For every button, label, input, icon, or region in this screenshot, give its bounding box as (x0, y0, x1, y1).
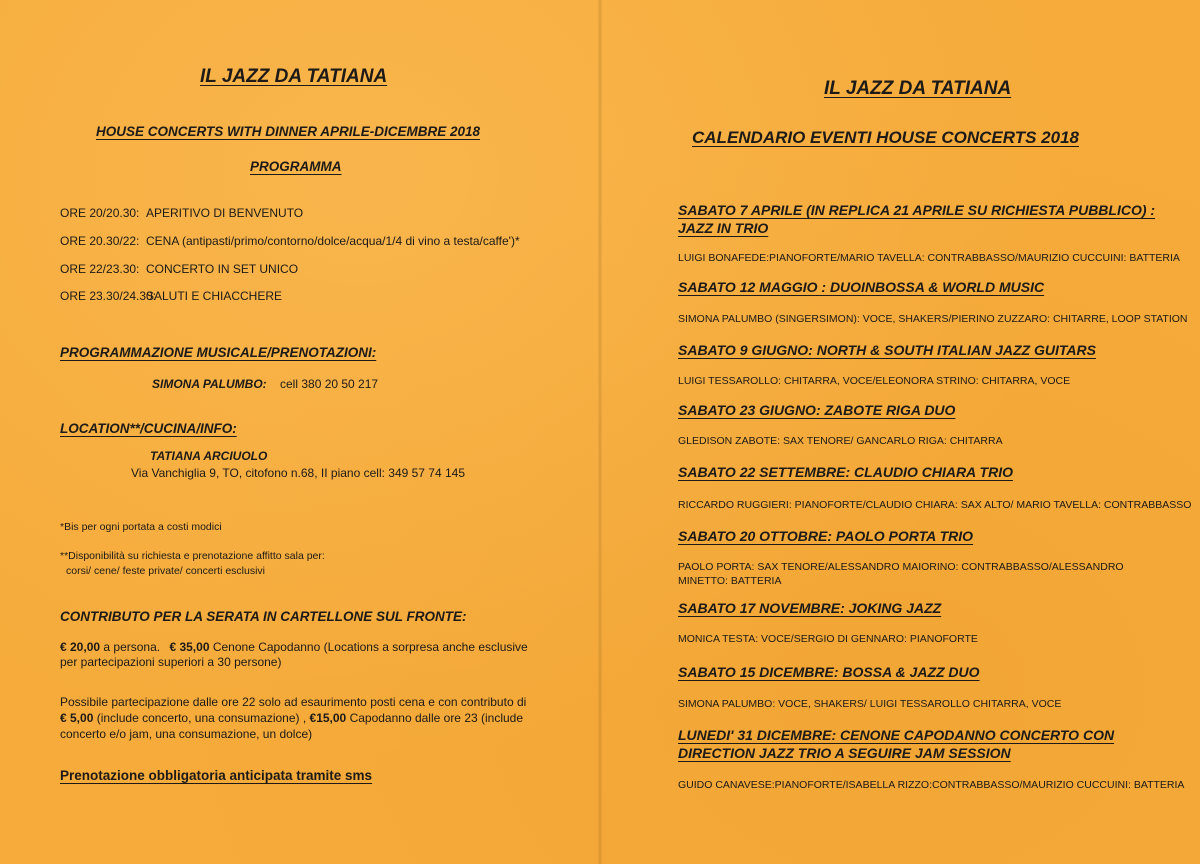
event-heading: SABATO 20 OTTOBRE: PAOLO PORTA TRIO (678, 528, 974, 544)
location-address: Via Vanchiglia 9, TO, citofono n.68, II piano cell: 349 57 74 145 (131, 466, 466, 480)
schedule-activity: APERITIVO DI BENVENUTO (146, 206, 304, 220)
location-heading: LOCATION**/CUCINA/INFO: (60, 421, 237, 436)
price-line-2: per partecipazioni superiori a 30 persone) (60, 655, 282, 669)
late-text: Capodanno dalle ore 23 (include (349, 711, 524, 725)
event-musicians: GLEDISON ZABOTE: SAX TENORE/ GANCARLO RIGA: CHITARRA (678, 435, 1003, 447)
schedule-time: ORE 23.30/24.30: (60, 289, 157, 303)
late-text: (include concerto, una consumazione) , (96, 711, 307, 725)
event-musicians: SIMONA PALUMBO: VOCE, SHAKERS/ LUIGI TESSAROLLO CHITARRA, VOCE (678, 698, 1062, 710)
schedule-row (60, 206, 304, 220)
event-musicians: PAOLO PORTA: SAX TENORE/ALESSANDRO MAIORINO: CONTRABBASSO/ALESSANDRO MINETTO: BATTERIA (678, 561, 1124, 587)
event-musicians: RICCARDO RUGGIERI: PIANOFORTE/CLAUDIO CHIARA: SAX ALTO/ MARIO TAVELLA: CONTRABBASSO (678, 499, 1192, 511)
left-title: IL JAZZ DA TATIANA (200, 66, 388, 87)
event-musicians: SIMONA PALUMBO (SINGERSIMON): VOCE, SHAKERS/PIERINO ZUZZARO: CHITARRE, LOOP STATION (678, 313, 1188, 325)
late-participation-line (60, 711, 523, 725)
event-heading: SABATO 17 NOVEMBRE: JOKING JAZZ (678, 600, 942, 616)
prenotazione-note: Prenotazione obbligatoria anticipata tramite sms (60, 768, 373, 783)
event-heading: SABATO 15 DICEMBRE: BOSSA & JAZZ DUO (678, 664, 980, 680)
price-amount: € 35,00 (169, 640, 210, 654)
event-heading: LUNEDI' 31 DICEMBRE: CENONE CAPODANNO CONCERTO CON DIRECTION JAZZ TRIO A SEGUIRE JAM SESSION (678, 727, 1115, 761)
late-price: € 5,00 (60, 711, 94, 725)
event-heading: SABATO 22 SETTEMBRE: CLAUDIO CHIARA TRIO (678, 464, 1013, 480)
schedule-time: ORE 20/20.30: (60, 206, 140, 220)
note-bis: *Bis per ogni portata a costi modici (60, 521, 222, 533)
event-musicians: LUIGI BONAFEDE:PIANOFORTE/MARIO TAVELLA: CONTRABBASSO/MAURIZIO CUCCUINI: BATTERIA (678, 252, 1180, 264)
event-musicians: GUIDO CANAVESE:PIANOFORTE/ISABELLA RIZZO:CONTRABBASSO/MAURIZIO CUCCUINI: BATTERIA (678, 779, 1185, 791)
event-heading: SABATO 23 GIUGNO: ZABOTE RIGA DUO (678, 402, 956, 418)
event-musicians: MONICA TESTA: VOCE/SERGIO DI GENNARO: PIANOFORTE (678, 633, 978, 645)
left-subtitle: HOUSE CONCERTS WITH DINNER APRILE-DICEMBRE 2018 (96, 124, 481, 139)
event-heading: SABATO 9 GIUGNO: NORTH & SOUTH ITALIAN JAZZ GUITARS (678, 342, 1096, 358)
event-heading: SABATO 12 MAGGIO : DUOINBOSSA & WORLD MUSIC (678, 279, 1045, 295)
note-disponibilita: **Disponibilità su richiesta e prenotazione affitto sala per: (60, 550, 325, 562)
schedule-activity: CONCERTO IN SET UNICO (146, 262, 299, 276)
right-subtitle: CALENDARIO EVENTI HOUSE CONCERTS 2018 (692, 128, 1079, 147)
schedule-activity: CENA (antipasti/primo/contorno/dolce/acqua/1/4 di vino a testa/caffe')* (146, 234, 520, 248)
price-amount: € 20,00 (60, 640, 101, 654)
schedule-row (60, 262, 299, 276)
event-heading: SABATO 7 APRILE (IN REPLICA 21 APRILE SU RICHIESTA PUBBLICO) : JAZZ IN TRIO (678, 202, 1156, 236)
note-disponibilita-detail: corsi/ cene/ feste private/ concerti esclusivi (66, 565, 265, 577)
contributo-heading: CONTRIBUTO PER LA SERATA IN CARTELLONE SUL FRONTE: (60, 609, 467, 624)
programmazione-heading: PROGRAMMAZIONE MUSICALE/PRENOTAZIONI: (60, 345, 377, 360)
right-title: IL JAZZ DA TATIANA (824, 78, 1012, 99)
contact-phone: cell 380 20 50 217 (280, 377, 379, 391)
schedule-row (60, 289, 283, 303)
event-musicians: LUIGI TESSAROLLO: CHITARRA, VOCE/ELEONORA STRINO: CHITARRA, VOCE (678, 375, 1071, 387)
programma-heading: PROGRAMMA (250, 159, 342, 174)
price-text: Cenone Capodanno (Locations a sorpresa anche esclusive (212, 640, 528, 654)
contact-line (152, 377, 378, 391)
location-name: TATIANA ARCIUOLO (150, 449, 268, 463)
late-participation-line: concerto e/o jam, una consumazione, un dolce) (60, 727, 313, 741)
contact-name: SIMONA PALUMBO: (152, 377, 267, 391)
price-line (60, 640, 528, 654)
price-text: a persona. (103, 640, 161, 654)
schedule-time: ORE 22/23.30: (60, 262, 140, 276)
schedule-activity: SALUTI E CHIACCHERE (146, 289, 283, 303)
page-fold-divider (598, 0, 602, 864)
schedule-time: ORE 20.30/22: (60, 234, 140, 248)
schedule-row (60, 234, 520, 248)
late-participation-line: Possibile partecipazione dalle ore 22 solo ad esaurimento posti cena e con contributo di (60, 695, 527, 709)
late-price: €15,00 (309, 711, 347, 725)
